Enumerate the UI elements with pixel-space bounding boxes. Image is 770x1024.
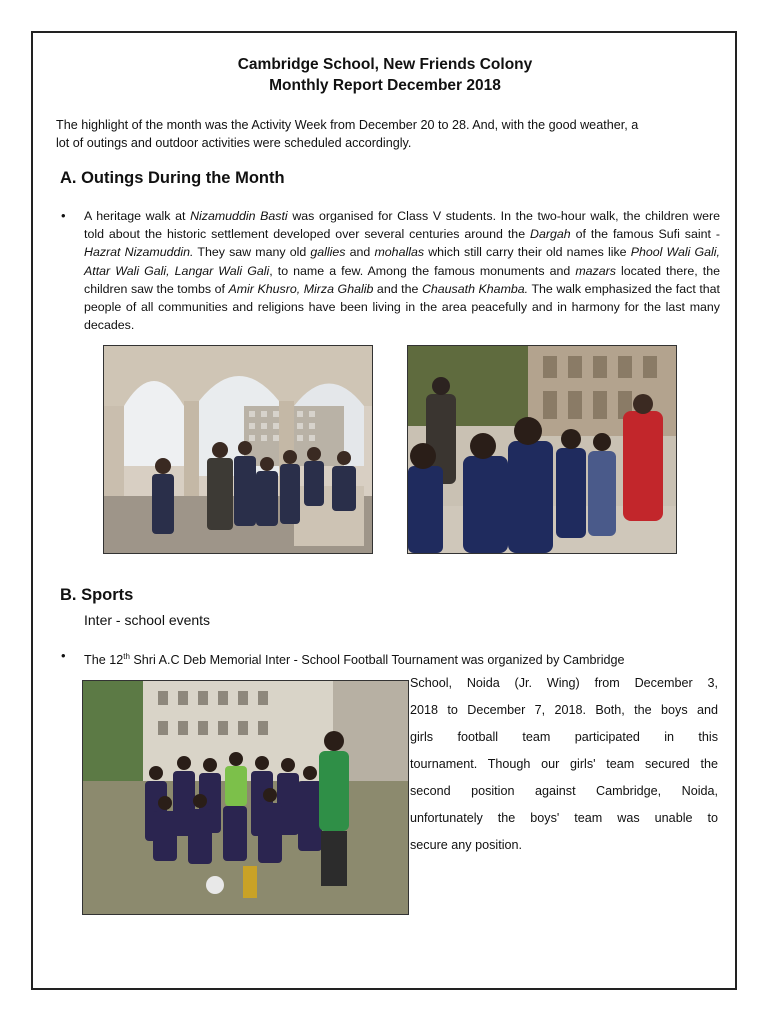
text-run: Chausath Khamba. [421,281,529,296]
heritage-walk-paragraph [84,207,720,334]
text-run: of the famous Sufi saint - [570,227,720,242]
text-run: Amir Khusro, Mirza Ghalib [228,281,374,296]
text-run: gallies [310,245,346,260]
text-run: was organised for Class V students. In the two-hour walk, the children were told about the historic settlement developed over several centuries around the [84,209,720,242]
text-run: which still carry their old names like [424,245,631,260]
tournament-line: tournament. Though our girls' team secured the [410,757,718,771]
tournament-line: School, Noida (Jr. Wing) from December 3, [410,676,718,690]
tournament-line: second position against Cambridge, Noida, [410,784,718,798]
text-run: A heritage walk at [84,209,191,223]
section-b-heading: B. Sports [60,586,134,604]
text-run: Shri A.C Deb Memorial Inter - School Football Tournament was organized by Cambridge [129,653,625,668]
text-run: The walk emphasized the fact that people of all communities and religions have been living in the area peacefully and in harmony for the last many decades. [84,281,720,333]
text-run: mohallas [374,245,425,260]
text-run: located there, the children saw the tombs of [84,263,720,296]
section-b-subheading: Inter - school events [84,612,211,628]
text-run: Hazrat Nizamuddin. [84,245,194,260]
text-run: , to name a few. Among the famous monuments and [269,263,576,278]
football-team-image [83,681,408,914]
text-run: They saw many old [193,245,311,260]
report-subtitle: Monthly Report December 2018 [269,77,501,94]
tournament-line: girls football team participated in this [410,730,718,744]
heritage-walk-photo-1 [103,345,373,554]
text-run: Nizamuddin Basti [190,209,288,223]
section-a-heading: A. Outings During the Month [60,169,285,187]
text-run: Dargah [530,227,571,242]
text-run: mazars [575,263,616,278]
text-run: and the [373,281,422,296]
intro-line: lot of outings and outdoor activities were scheduled accordingly. [56,136,412,150]
tournament-line: 2018 to December 7, 2018. Both, the boys and [410,703,718,717]
intro-line: The highlight of the month was the Activity Week from December 20 to 28. And, with the good weather, a [56,118,639,132]
bullet-icon: • [61,208,66,223]
bullet-icon: • [61,648,66,663]
intro-paragraph [56,116,720,152]
tournament-line: secure any position. [410,838,523,852]
report-title: Cambridge School, New Friends Colony [237,56,533,73]
monument-interior-image [104,346,372,553]
text-run: The 12 [84,653,124,668]
children-outdoor-image [408,346,676,553]
text-run: and [345,245,375,260]
heritage-walk-photo-2 [407,345,677,554]
tournament-line-1 [84,648,720,669]
tournament-line: unfortunately the boys' team was unable to [410,811,718,825]
football-team-photo [82,680,409,915]
text-run: Phool Wali Gali, Attar Wali Gali, Langar Wali Gali [84,245,720,278]
text-run: th [123,652,130,661]
